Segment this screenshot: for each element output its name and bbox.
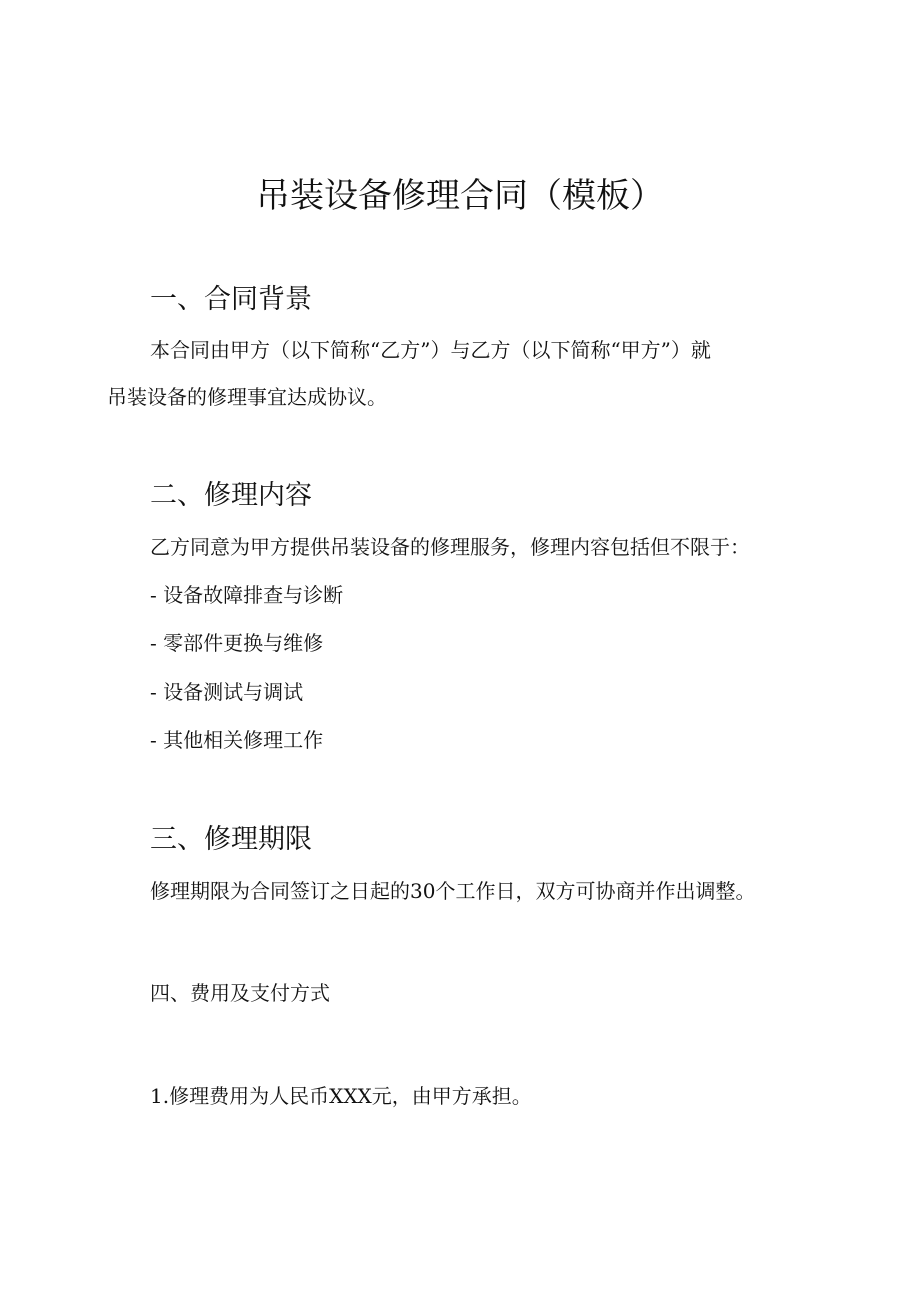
section-1-paragraph-line-2: 吊装设备的修理事宜达成协议。 <box>107 385 387 409</box>
section-3-text: 修理期限为合同签订之日起的30个工作日，双方可协商并作出调整。 <box>150 879 756 903</box>
list-item: - 其他相关修理工作 <box>150 728 324 752</box>
document-title: 吊装设备修理合同（模板） <box>256 176 664 216</box>
list-item: - 设备故障排查与诊断 <box>150 583 344 607</box>
section-2-heading: 二、修理内容 <box>150 480 312 511</box>
section-3-heading: 三、修理期限 <box>150 824 312 855</box>
list-item: - 零部件更换与维修 <box>150 631 324 655</box>
list-item: - 设备测试与调试 <box>150 680 304 704</box>
section-1-paragraph-line-1: 本合同由甲方（以下简称“乙方”）与乙方（以下简称“甲方”）就 <box>150 338 711 362</box>
section-4-heading: 四、费用及支付方式 <box>150 981 330 1005</box>
section-4-clause-1: 1.修理费用为人民币XXX元，由甲方承担。 <box>150 1084 532 1108</box>
section-1-heading: 一、合同背景 <box>150 284 312 315</box>
section-2-intro: 乙方同意为甲方提供吊装设备的修理服务，修理内容包括但不限于： <box>150 535 750 559</box>
